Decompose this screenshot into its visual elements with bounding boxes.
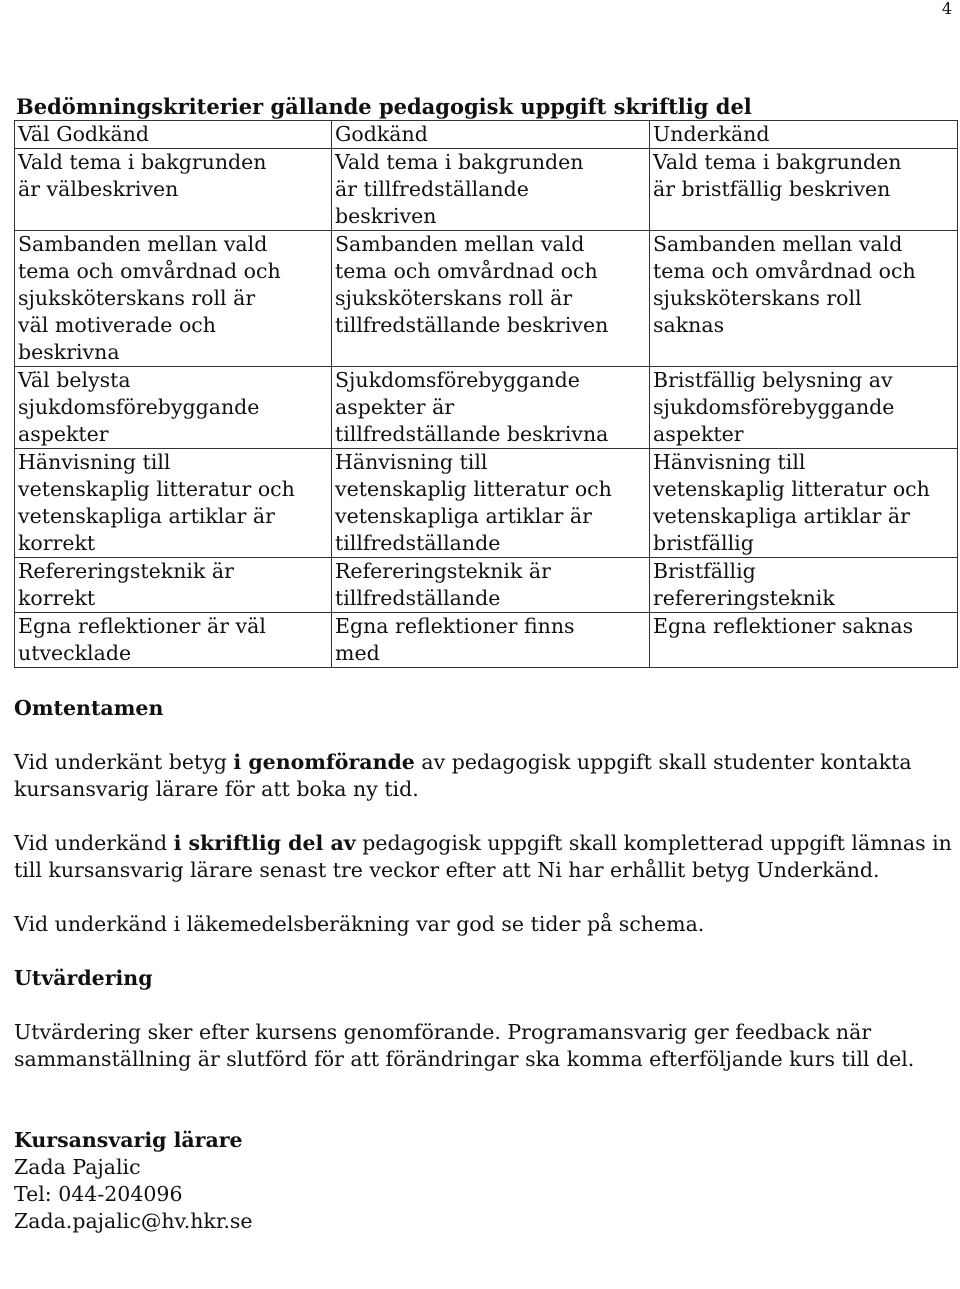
contact-email[interactable]: Zada.pajalic@hv.hkr.se — [14, 1209, 253, 1233]
header-g: Godkänd — [332, 121, 650, 149]
table-cell: Egna reflektioner finns med — [332, 613, 650, 668]
table-row — [15, 558, 958, 613]
table-caption: Bedömningskriterier gällande pedagogisk uppgift skriftlig del — [16, 94, 752, 119]
omtentamen-paragraph-2: Vid underkänd i skriftlig del av pedagogisk uppgift skall kompletterad uppgift lämnas in till kursansvarig lärare senast tre veckor efter att Ni har erhållit betyg Underkänd. — [14, 831, 952, 882]
page-number: 4 — [941, 0, 952, 18]
table-header-row — [15, 121, 958, 149]
table-cell: Vald tema i bakgrunden är välbeskriven — [15, 149, 332, 231]
table-cell: Sjukdomsförebyggande aspekter är tillfredställande beskrivna — [332, 367, 650, 449]
table-cell: Hänvisning till vetenskaplig litteratur och vetenskapliga artiklar är tillfredställande — [332, 449, 650, 558]
table-cell: Refereringsteknik är korrekt — [15, 558, 332, 613]
table-row — [15, 449, 958, 558]
omtentamen-paragraph-1: Vid underkänt betyg i genomförande av pedagogisk uppgift skall studenter kontakta kursansvarig lärare för att boka ny tid. — [14, 750, 912, 801]
table-cell: Bristfällig belysning av sjukdomsförebyggande aspekter — [650, 367, 958, 449]
criteria-table — [14, 93, 958, 668]
omtentamen-heading: Omtentamen — [14, 696, 164, 720]
table-cell: Hänvisning till vetenskaplig litteratur och vetenskapliga artiklar är bristfällig — [650, 449, 958, 558]
utvardering-paragraph: Utvärdering sker efter kursens genomförande. Programansvarig ger feedback när sammanställning är slutförd för att förändringar ska komma efterföljande kurs till del. — [14, 1020, 915, 1071]
table-cell: Hänvisning till vetenskaplig litteratur och vetenskapliga artiklar är korrekt — [15, 449, 332, 558]
table-cell: Väl belysta sjukdomsförebyggande aspekter — [15, 367, 332, 449]
table-row — [15, 613, 958, 668]
header-u: Underkänd — [650, 121, 958, 149]
utvardering-heading: Utvärdering — [14, 966, 153, 990]
table-cell: Bristfällig refereringsteknik — [650, 558, 958, 613]
table-cell: Sambanden mellan vald tema och omvårdnad och sjuksköterskans roll är tillfredställande beskriven — [332, 231, 650, 367]
contact-name: Zada Pajalic — [14, 1155, 141, 1179]
table-cell: Refereringsteknik är tillfredställande — [332, 558, 650, 613]
table-cell: Vald tema i bakgrunden är bristfällig beskriven — [650, 149, 958, 231]
table-row — [15, 231, 958, 367]
header-vg: Väl Godkänd — [15, 121, 332, 149]
document-body — [14, 93, 958, 1235]
table-row — [15, 367, 958, 449]
omtentamen-paragraph-3: Vid underkänd i läkemedelsberäkning var god se tider på schema. — [14, 912, 705, 936]
contact-phone: Tel: 044-204096 — [14, 1182, 183, 1206]
table-cell: Sambanden mellan vald tema och omvårdnad och sjuksköterskans roll saknas — [650, 231, 958, 367]
table-row — [15, 149, 958, 231]
table-cell: Sambanden mellan vald tema och omvårdnad och sjuksköterskans roll är väl motiverade och beskrivna — [15, 231, 332, 367]
table-cell: Egna reflektioner är väl utvecklade — [15, 613, 332, 668]
contact-heading: Kursansvarig lärare — [14, 1128, 243, 1152]
table-cell: Egna reflektioner saknas — [650, 613, 958, 668]
table-cell: Vald tema i bakgrunden är tillfredställande beskriven — [332, 149, 650, 231]
